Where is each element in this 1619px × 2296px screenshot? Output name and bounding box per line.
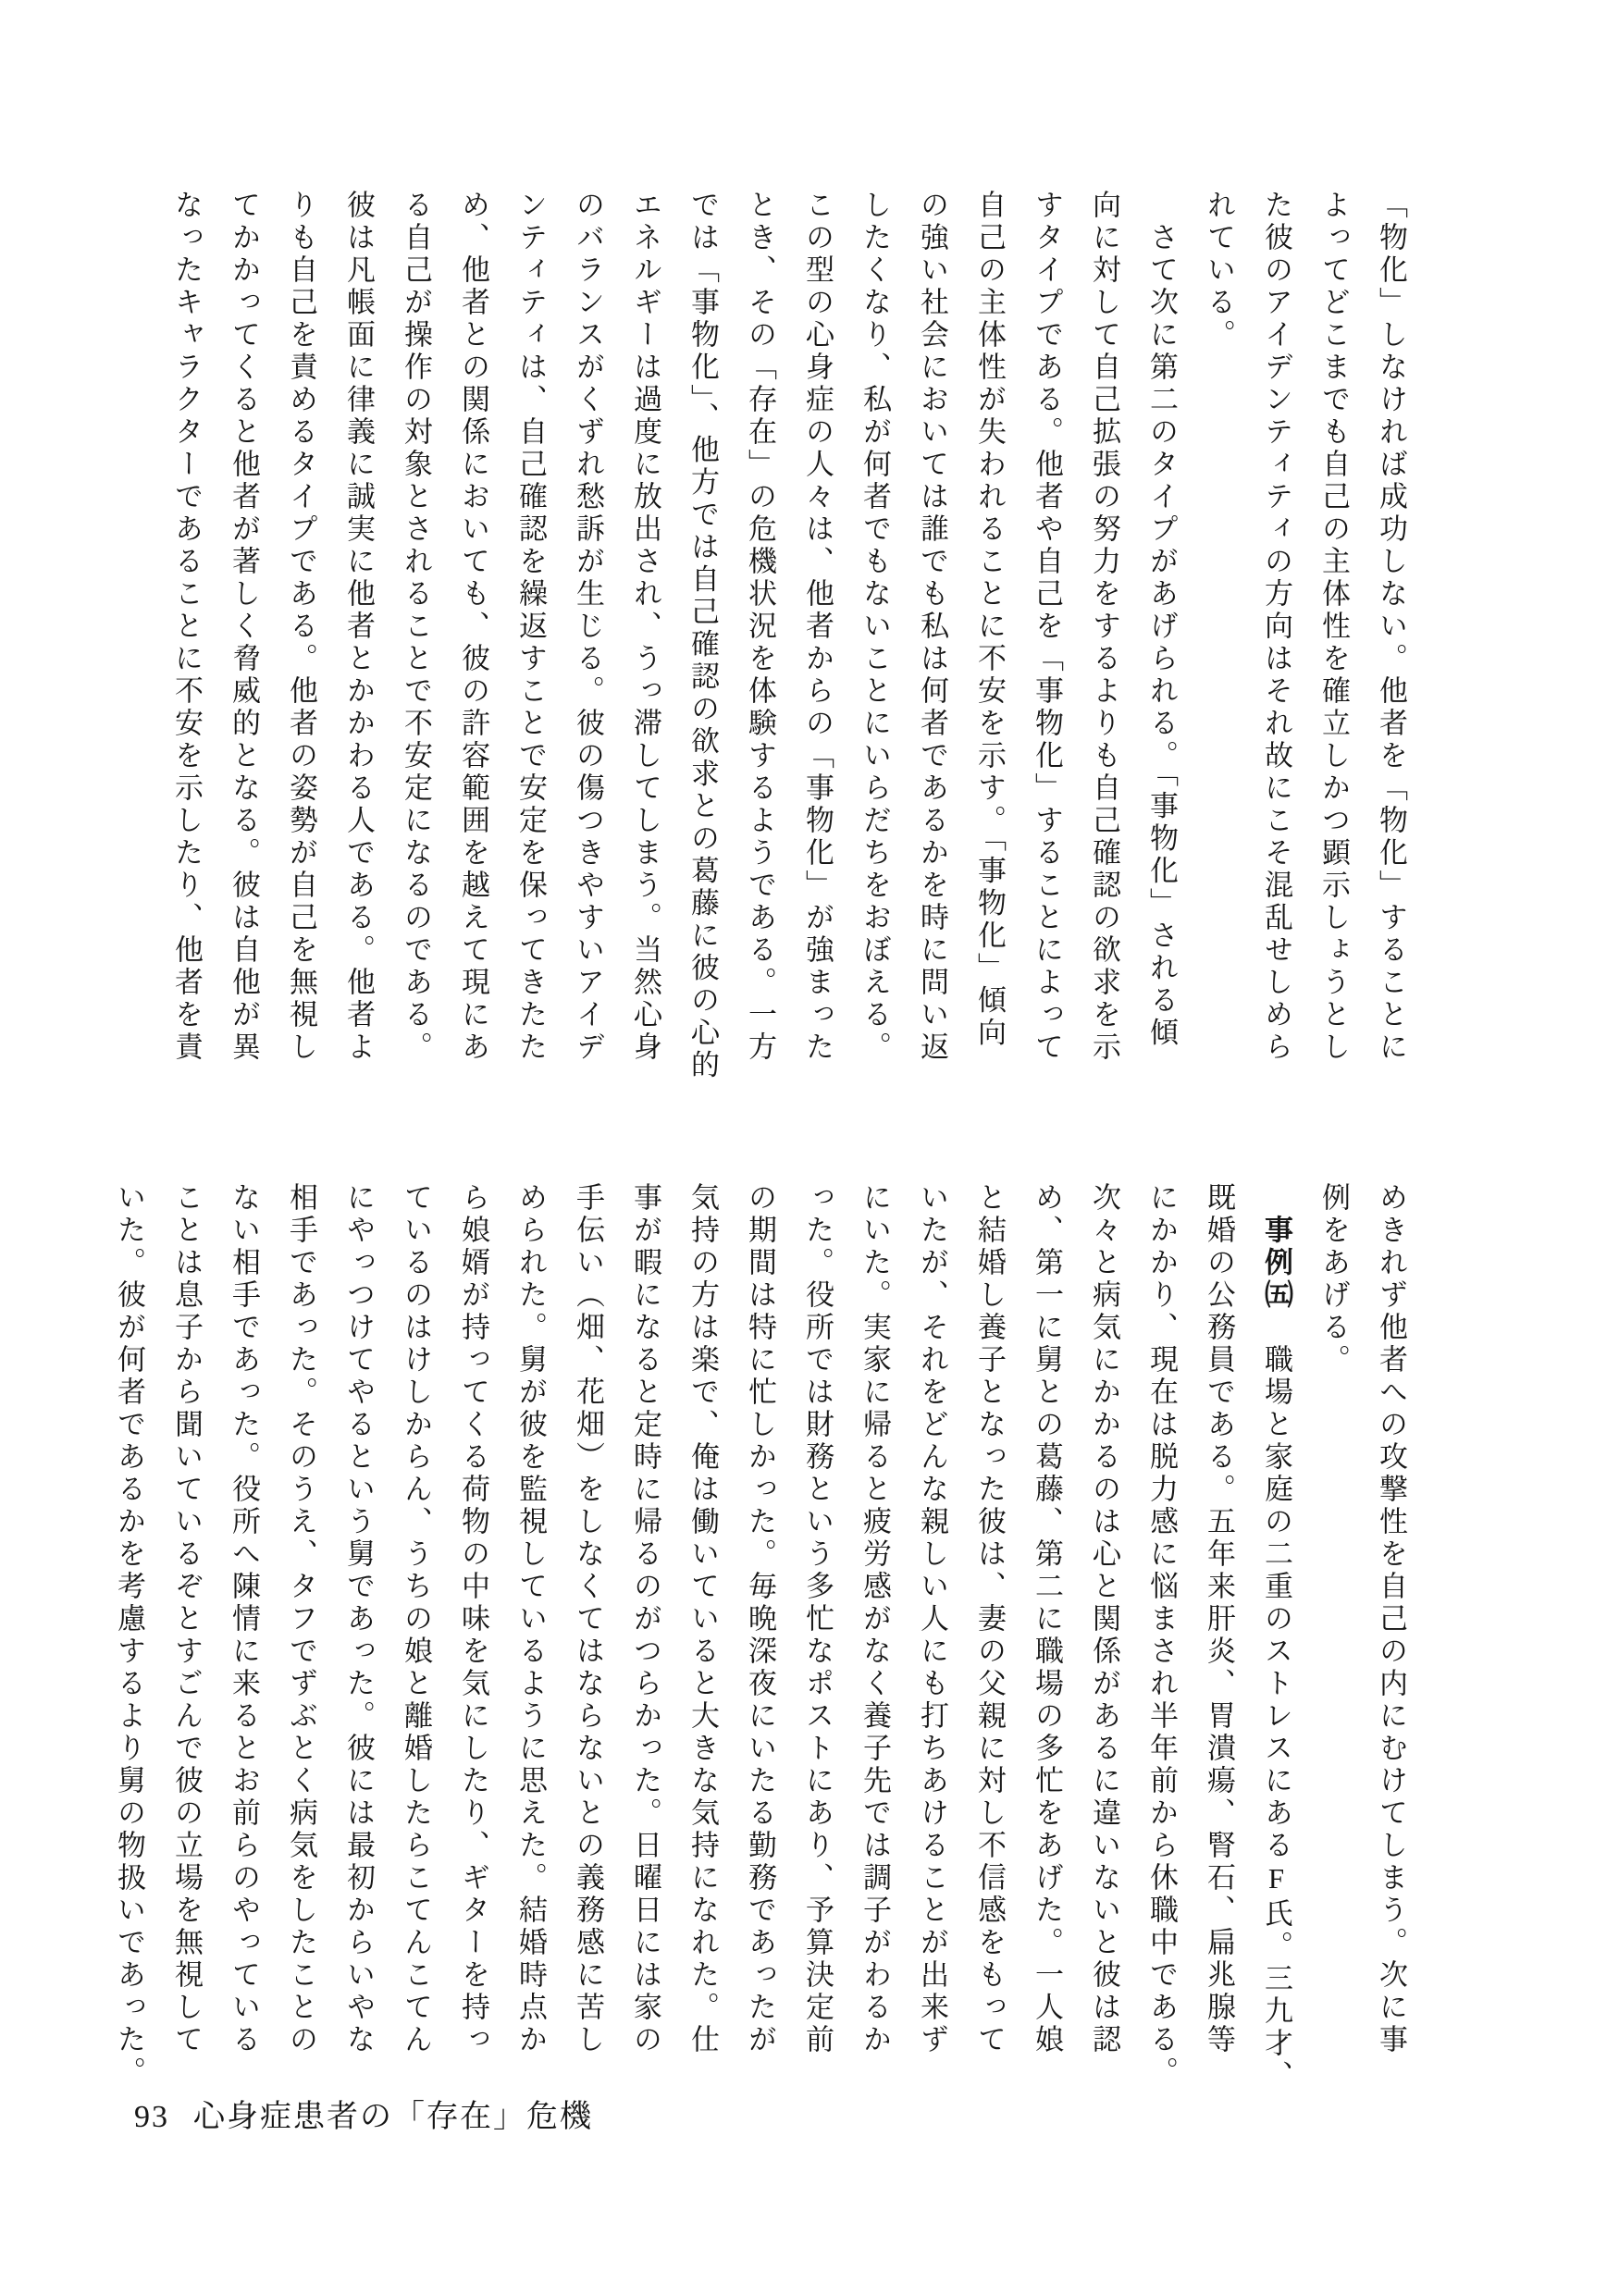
text-column: めきれず他者への攻撃性を自己の内にむけてしまう。次に事 bbox=[1375, 1182, 1407, 2056]
text-column: 既婚の公務員である。五年来肝炎、胃潰瘍、腎石、扁兆腺等 bbox=[1203, 1182, 1235, 2056]
text-column: なったキャラクターであることに不安を示したり、他者を責 bbox=[170, 190, 203, 1064]
text-column: 彼は凡帳面に律義に誠実に他者とかかわる人である。他者よ bbox=[342, 190, 375, 1064]
text-column: では「事物化」、他方では自己確認の欲求との葛藤に彼の心的 bbox=[686, 190, 719, 1082]
text-column: よってどこまでも自己の主体性を確立しかつ顕示しょうとし bbox=[1317, 190, 1350, 1064]
text-column: この型の心身症の人々は、他者からの「事物化」が強まった bbox=[801, 190, 834, 1064]
text-column: さて次に第二のタイプがあげられる。「事物化」される傾 bbox=[1145, 190, 1178, 1050]
text-column: にかかり、現在は脱力感に悩まされ半年前から休職中である。 bbox=[1145, 1182, 1178, 2089]
text-column: め、他者との関係においても、彼の許容範囲を越えて現にあ bbox=[457, 190, 489, 1064]
text-column: にやっつけてやるという舅であった。彼には最初からいやな bbox=[342, 1182, 375, 2056]
text-column: ら娘婿が持ってくる荷物の中味を気にしたり、ギターを持っ bbox=[457, 1182, 489, 2056]
text-column: 次々と病気にかかるのは心と関係があるに違いないと彼は認 bbox=[1088, 1182, 1120, 2056]
main-text-lower bbox=[87, 1182, 1406, 2092]
text-column: りも自己を責めるタイプである。他者の姿勢が自己を無視し bbox=[285, 190, 317, 1064]
text-column: てかかってくると他者が著しく脅威的となる。彼は自他が異 bbox=[228, 190, 260, 1064]
text-column: とき、その「存在」の危機状況を体験するようである。一方 bbox=[744, 190, 776, 1064]
text-column: ているのはけしからん、うちの娘と離婚したらこてんこてん bbox=[400, 1182, 432, 2056]
text-column: と結婚し養子となった彼は、妻の父親に対し不信感をもって bbox=[973, 1182, 1006, 2056]
text-column: た彼のアイデンティティの方向はそれ故にこそ混乱せしめら bbox=[1260, 190, 1292, 1064]
page-footer bbox=[134, 2091, 593, 2136]
case-number-label: 事例㈤ bbox=[1260, 1182, 1292, 1312]
case-heading-text: 職場と家庭の二重のストレスにあるF氏。三九才、 bbox=[1260, 1312, 1292, 2092]
text-column: の期間は特に忙しかった。毎晩深夜にいたる勤務であったが bbox=[744, 1182, 776, 2056]
text-column: の強い社会においては誰でも私は何者であるかを時に問い返 bbox=[916, 190, 948, 1064]
text-column: 事が暇になると定時に帰るのがつらかった。日曜日には家の bbox=[629, 1182, 661, 2056]
main-text-upper bbox=[144, 190, 1406, 1082]
text-column: れている。 bbox=[1203, 190, 1235, 352]
text-column: った。役所では財務という多忙なポストにあり、予算決定前 bbox=[801, 1182, 834, 2056]
text-column: ことは息子から聞いているぞとすごんで彼の立場を無視して bbox=[170, 1182, 203, 2056]
text-column: め、第一に舅との葛藤、第二に職場の多忙をあげた。一人娘 bbox=[1031, 1182, 1063, 2056]
text-column: にいた。実家に帰ると疲労感がなく養子先では調子がわるか bbox=[859, 1182, 891, 2056]
text-column: のバランスがくずれ愁訴が生じる。彼の傷つきやすいアイデ bbox=[572, 190, 604, 1064]
text-column: められた。舅が彼を監視しているように思えた。結婚時点か bbox=[514, 1182, 547, 2056]
running-title: 心身症患者の「存在」危機 bbox=[193, 2100, 593, 2134]
text-column: すタイプである。他者や自己を「事物化」することによって bbox=[1031, 190, 1063, 1064]
text-column: いた。彼が何者であるかを考慮するより舅の物扱いであった。 bbox=[113, 1182, 145, 2089]
text-column: ない相手であった。役所へ陳情に来るとお前らのやっている bbox=[228, 1182, 260, 2056]
text-column: 自己の主体性が失われることに不安を示す。「事物化」傾向 bbox=[973, 190, 1006, 1050]
text-column: ンティティは、自己確認を繰返すことで安定を保ってきたた bbox=[514, 190, 547, 1064]
text-column: したくなり、私が何者でもないことにいらだちをおぼえる。 bbox=[859, 190, 891, 1064]
page-number: 93 bbox=[134, 2100, 169, 2134]
text-column: いたが、それをどんな親しい人にも打ちあけることが出来ず bbox=[916, 1182, 948, 2056]
text-column: 手伝い（畑、花畑）をしなくてはならないとの義務感に苦し bbox=[572, 1182, 604, 2056]
case-heading-column bbox=[1260, 1182, 1291, 2092]
text-column: 向に対して自己拡張の努力をするよりも自己確認の欲求を示 bbox=[1088, 190, 1120, 1064]
text-column: エネルギーは過度に放出され、うっ滞してしまう。当然心身 bbox=[629, 190, 661, 1064]
text-column: 相手であった。そのうえ、タフでずぶとく病気をしたことの bbox=[285, 1182, 317, 2056]
text-column: 例をあげる。 bbox=[1317, 1182, 1350, 1376]
text-column: 「物化」しなければ成功しない。他者を「物化」することに bbox=[1375, 190, 1407, 1064]
text-column: る自己が操作の対象とされることで不安定になるのである。 bbox=[400, 190, 432, 1064]
text-column: 気持の方は楽で、俺は働いていると大きな気持になれた。仕 bbox=[686, 1182, 719, 2056]
